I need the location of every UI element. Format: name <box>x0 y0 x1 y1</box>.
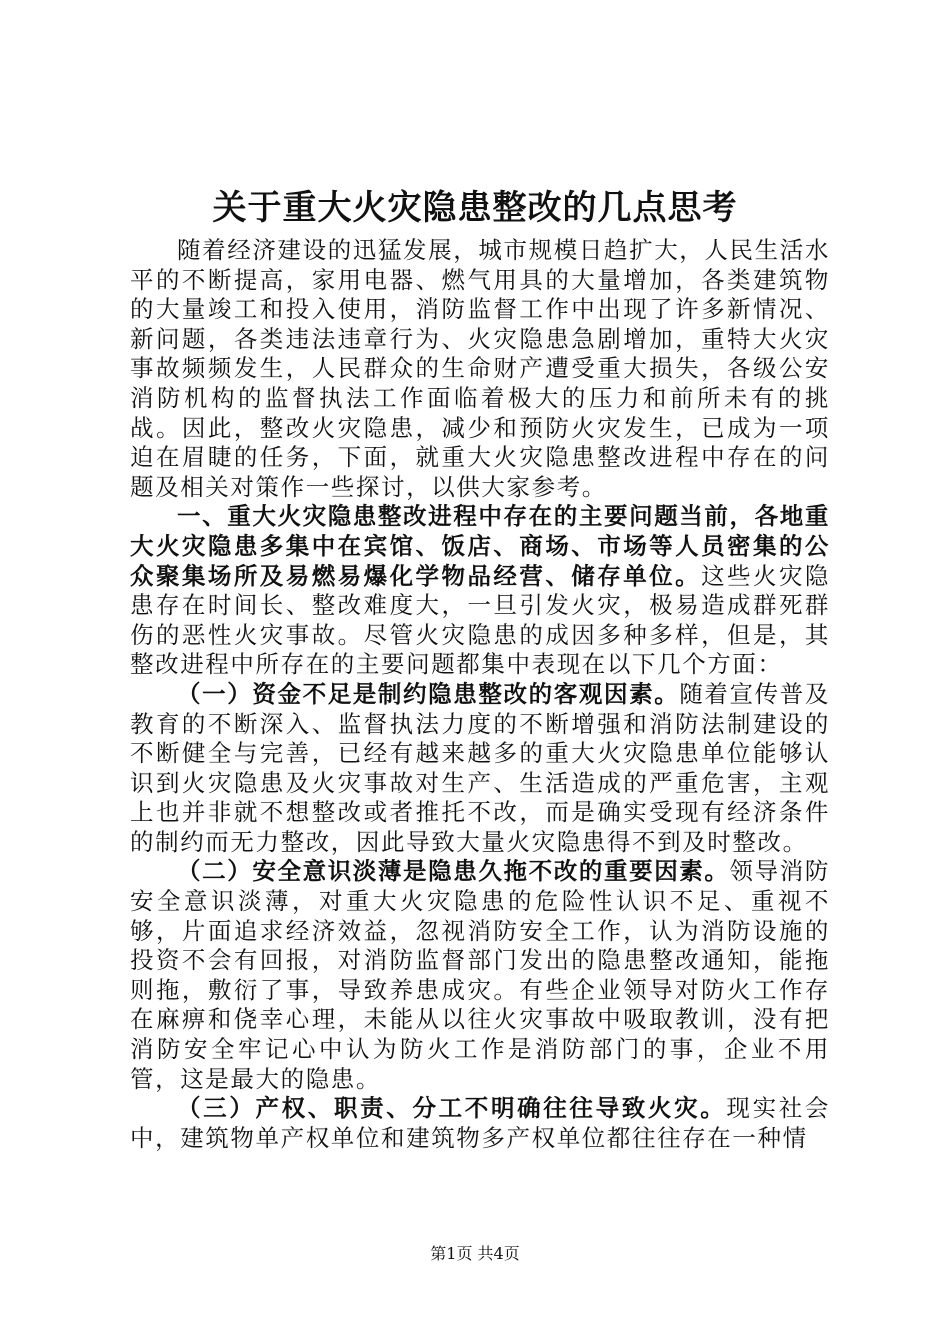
paragraph-text: 领导消防安全意识淡薄，对重大火灾隐患的危险性认识不足、重视不够，片面追求经济效益，忽视消防安全工作，认为消防设施的投资不会有回报，对消防监督部门发出的隐患整改通知，能拖则拖，敷衍了事，导致养患成灾。有些企业领导对防火工作存在麻痹和侥幸心理，未能从以往火灾事故中吸取教训，没有把消防安全牢记心中认为防火工作是消防部门的事，企业不用管，这是最大的隐患。 <box>130 857 830 1093</box>
document-title: 关于重大火灾隐患整改的几点思考 <box>212 188 738 228</box>
document-body <box>130 236 830 1153</box>
paragraph-heading: 一、重大火灾隐患整改进程中存在的主要问题当前，各地重大火灾隐患多集中在宾馆、饭店、商场、市场等人员密集的公众聚集场所及易燃易爆化学物品经营、储存单位。 <box>130 502 830 590</box>
paragraph-subsection-2 <box>130 857 830 1094</box>
paragraph-subsection-1 <box>130 680 830 858</box>
paragraph-intro <box>130 236 830 502</box>
paragraph-text: 现实社会中，建筑物单产权单位和建筑物多产权单位都往往存在一种情 <box>130 1094 830 1152</box>
paragraph-heading: （一）资金不足是制约隐患整改的客观因素。 <box>177 679 680 708</box>
paragraph-text: 这些火灾隐患存在时间长、整改难度大，一旦引发火灾，极易造成群死群伤的恶性火灾事故。尽管火灾隐患的成因多种多样，但是，其整改进程中所存在的主要问题都集中表现在以下几个方面： <box>130 561 831 679</box>
paragraph-section-1 <box>130 502 830 680</box>
paragraph-subsection-3 <box>130 1094 830 1153</box>
paragraph-text: 随着经济建设的迅猛发展，城市规模日趋扩大，人民生活水平的不断提高，家用电器、燃气用具的大量增加，各类建筑物的大量竣工和投入使用，消防监督工作中出现了许多新情况、新问题，各类违法违章行为、火灾隐患急剧增加，重特大火灾事故频频发生，人民群众的生命财产遭受重大损失，各级公安消防机构的监督执法工作面临着极大的压力和前所未有的挑战。因此，整改火灾隐患，减少和预防火灾发生，已成为一项迫在眉睫的任务，下面，就重大火灾隐患整改进程中存在的问题及相关对策作一些探讨，以供大家参考。 <box>130 236 830 501</box>
paragraph-heading: （三）产权、职责、分工不明确往往导致火灾。 <box>177 1094 727 1123</box>
page-footer: 第1页 共4页 <box>430 1244 520 1263</box>
paragraph-text: 随着宣传普及教育的不断深入、监督执法力度的不断增强和消防法制建设的不断健全与完善，已经有越来越多的重大火灾隐患单位能够认识到火灾隐患及火灾事故对生产、生活造成的严重危害，主观上也并非就不想整改或者推托不改，而是确实受现有经济条件的制约而无力整改，因此导致大量火灾隐患得不到及时整改。 <box>130 679 830 856</box>
paragraph-heading: （二）安全意识淡薄是隐患久拖不改的重要因素。 <box>177 857 730 886</box>
